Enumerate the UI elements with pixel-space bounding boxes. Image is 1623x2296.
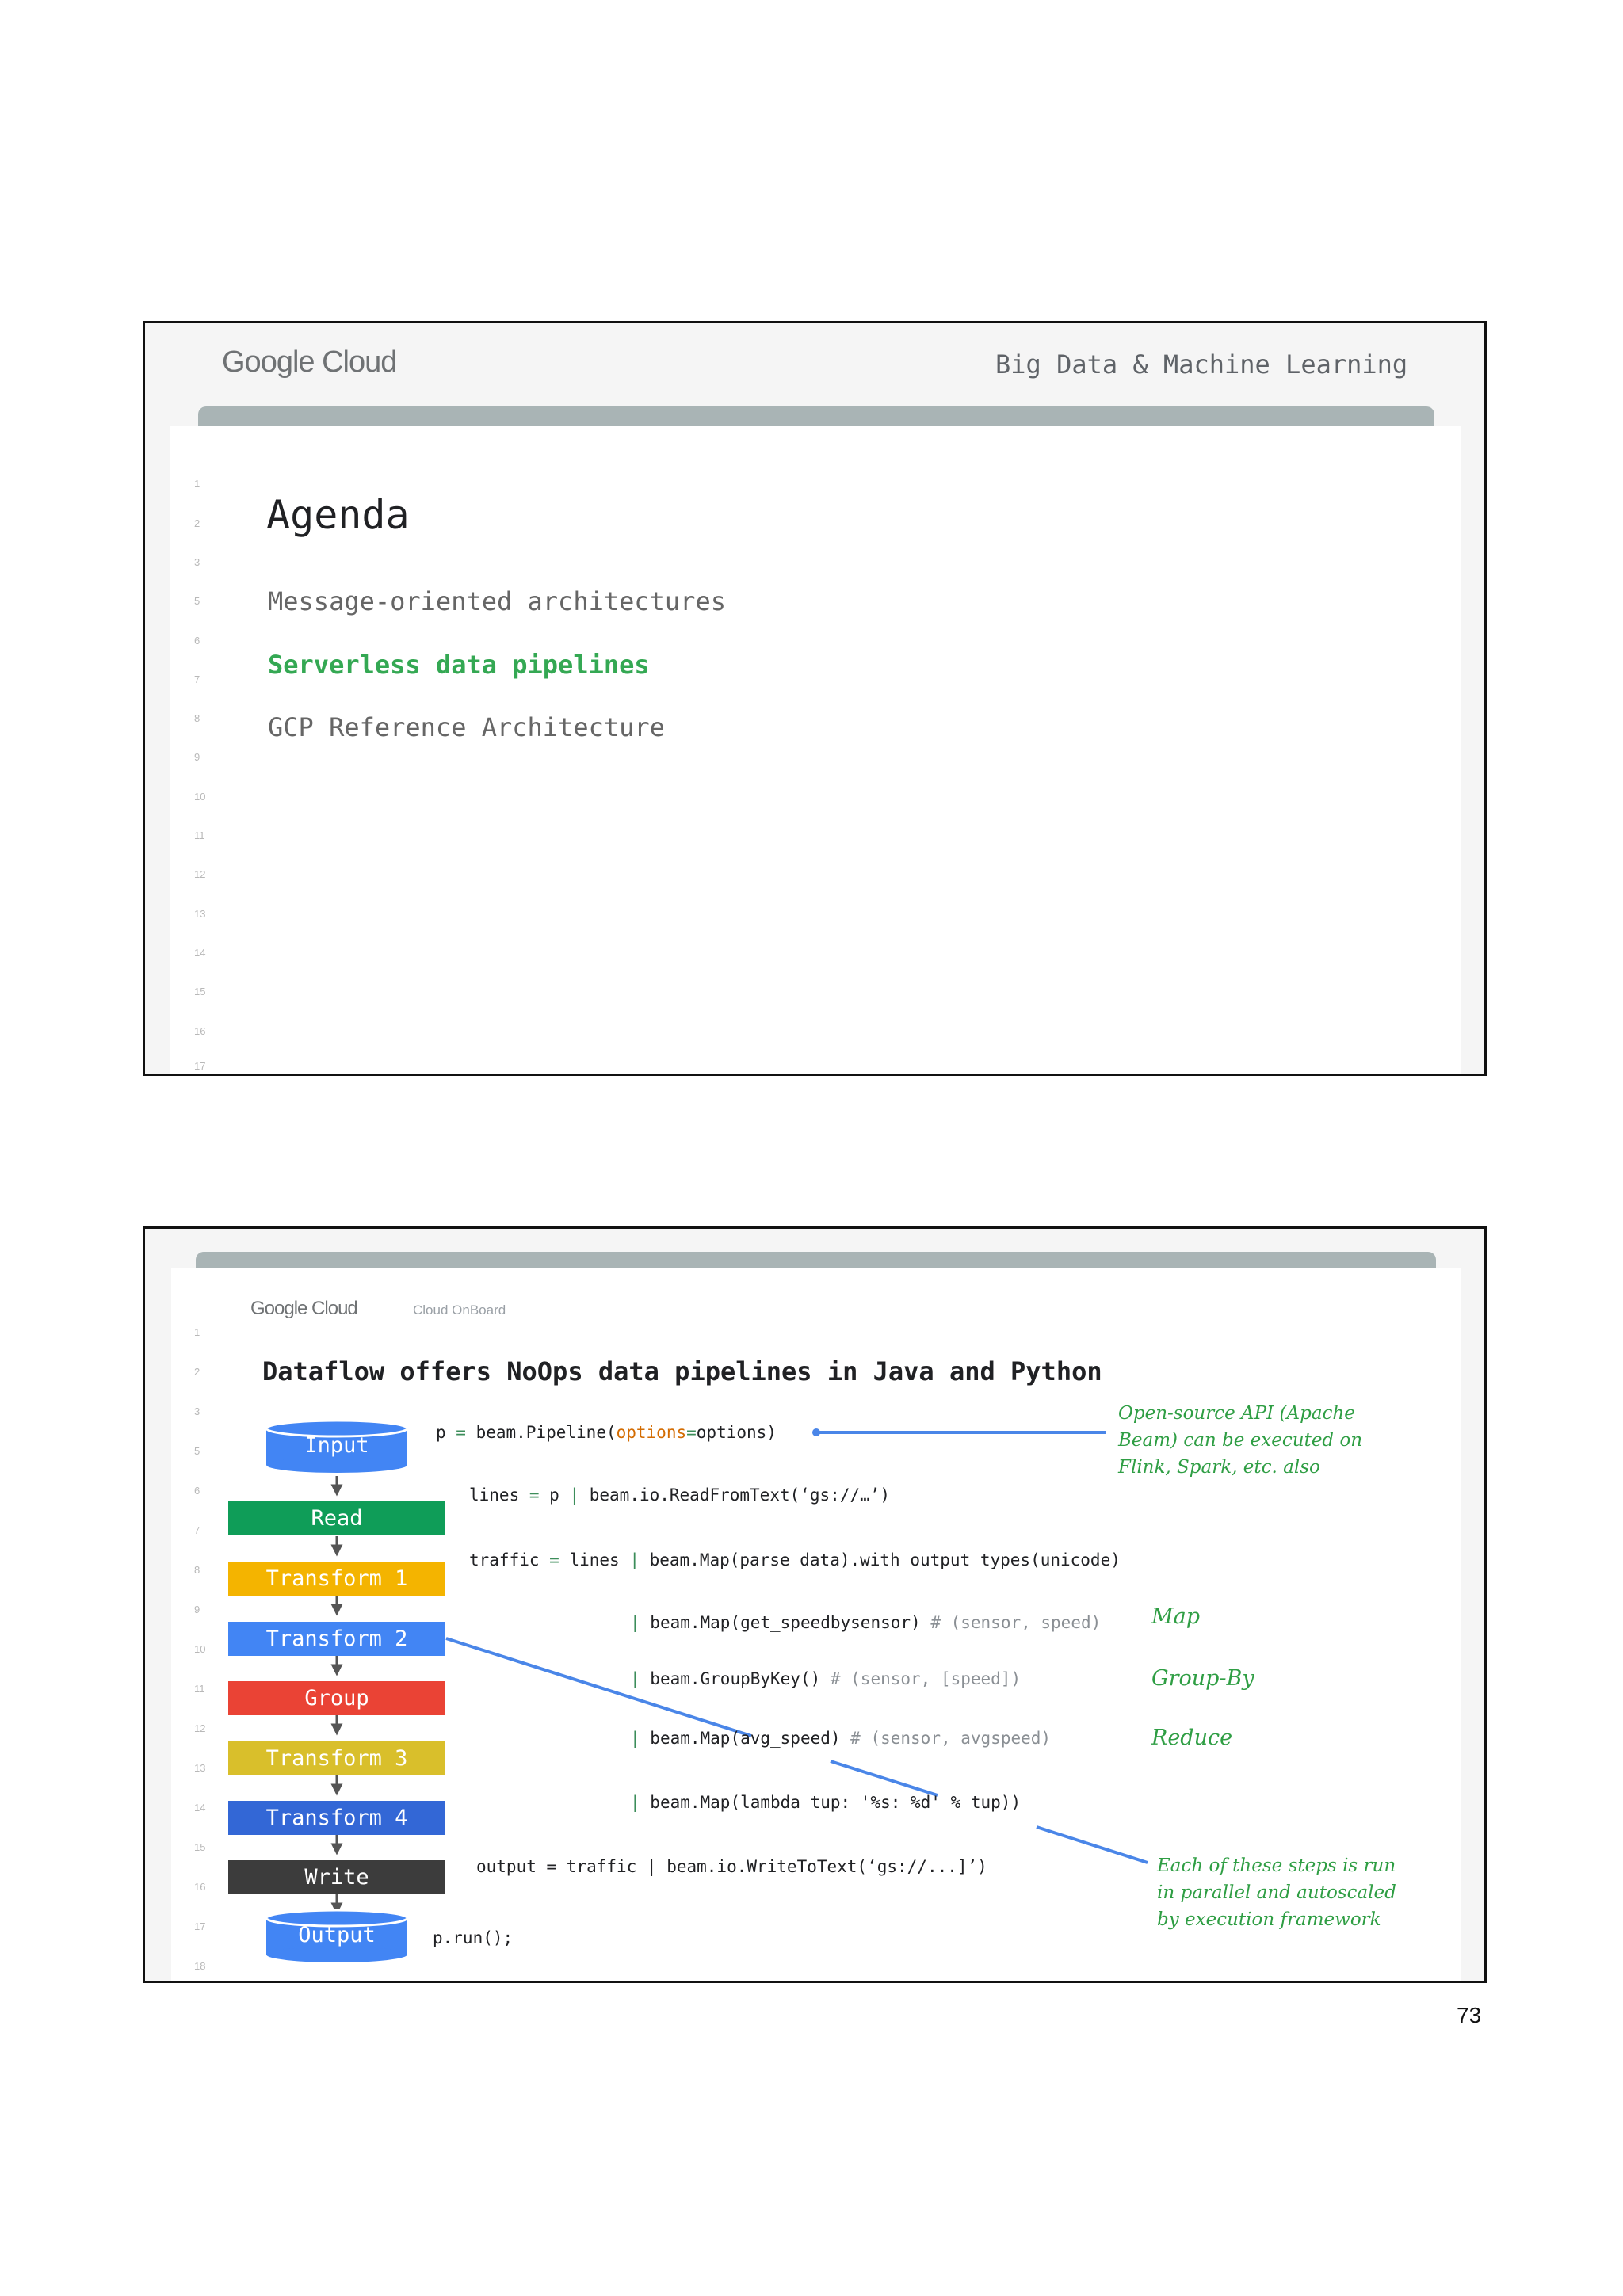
code-operator: |: [630, 1729, 640, 1748]
code-line-read: [469, 1486, 890, 1505]
code-operator: |: [630, 1669, 640, 1688]
line-number: 9: [194, 1604, 200, 1615]
line-number: 16: [194, 1881, 206, 1893]
line-number: 14: [194, 1802, 206, 1814]
step-output: Output: [298, 1923, 376, 1947]
api-note-line: Open-source API (Apache: [1118, 1403, 1355, 1424]
line-number: 17: [194, 1060, 206, 1072]
step-transform-2: Transform 2: [228, 1622, 445, 1656]
agenda-title: Agenda: [266, 492, 410, 538]
page-number: 73: [1457, 2003, 1482, 2027]
line-number: 14: [194, 947, 206, 959]
code-token: beam.Map(avg_speed): [640, 1729, 851, 1748]
code-line-groupbykey: [630, 1669, 1021, 1688]
line-number: 17: [194, 1920, 206, 1932]
line-number: 10: [194, 791, 206, 803]
line-number: 5: [194, 595, 200, 607]
parallel-note-line: by execution framework: [1157, 1909, 1381, 1930]
line-number: 11: [194, 830, 205, 841]
code-line-pipeline: [436, 1423, 777, 1442]
code-line-avg-speed: [630, 1729, 1051, 1748]
code-token: p: [436, 1423, 456, 1442]
course-title: Big Data & Machine Learning: [995, 349, 1408, 379]
line-number: 15: [194, 986, 206, 997]
line-number: 3: [194, 556, 200, 568]
code-token: beam.Map(lambda tup: '%s: %d' % tup)): [640, 1793, 1022, 1812]
line-number: 13: [194, 1762, 206, 1774]
parallel-note-line: in parallel and autoscaled: [1157, 1882, 1396, 1903]
line-number: 8: [194, 712, 200, 724]
code-token: lines: [469, 1486, 529, 1505]
parallel-note-line: Each of these steps is run: [1157, 1855, 1396, 1876]
code-operator: =: [686, 1423, 697, 1442]
code-line-lambda: [630, 1793, 1021, 1812]
line-number: 10: [194, 1643, 206, 1655]
line-number: 9: [194, 751, 200, 763]
reduce-note: Reduce: [1151, 1726, 1233, 1750]
api-connector: [812, 1428, 1106, 1436]
api-note-line: Flink, Spark, etc. also: [1118, 1457, 1320, 1478]
group-by-note: Group-By: [1151, 1666, 1254, 1691]
line-number: 12: [194, 868, 206, 880]
google-cloud-logo: Google Cloud: [222, 345, 397, 379]
dataflow-slide: [143, 1226, 1487, 1983]
agenda-item-messaging: Message-oriented architectures: [268, 586, 726, 616]
line-number: 18: [194, 1960, 206, 1972]
code-line-write: output = traffic | beam.io.WriteToText(‘gs://...]’): [476, 1857, 987, 1876]
step-read: Read: [228, 1501, 445, 1535]
code-token: traffic: [469, 1550, 550, 1569]
slide-title: Dataflow offers NoOps data pipelines in Java and Python: [262, 1356, 1102, 1386]
code-keyword: options: [616, 1423, 687, 1442]
agenda-slide: [143, 321, 1487, 1076]
code-token: beam.Pipeline(: [465, 1423, 617, 1442]
line-number: 8: [194, 1564, 200, 1576]
step-group: Group: [228, 1681, 445, 1715]
parallel-note: [1157, 1852, 1396, 1933]
line-number: 5: [194, 1445, 200, 1457]
line-number: 1: [194, 1326, 200, 1338]
code-operator: =: [549, 1550, 559, 1569]
code-token: beam.io.ReadFromText(‘gs://…’): [579, 1486, 891, 1505]
code-comment: # (sensor, speed): [930, 1613, 1102, 1632]
code-token: lines: [559, 1550, 630, 1569]
line-number: 15: [194, 1841, 206, 1853]
step-input: Input: [304, 1433, 369, 1458]
code-comment: # (sensor, [speed]): [830, 1669, 1022, 1688]
line-number: 16: [194, 1025, 206, 1037]
line-number: 13: [194, 908, 206, 920]
code-operator: |: [629, 1550, 640, 1569]
code-operator: |: [630, 1793, 640, 1812]
line-number: 3: [194, 1405, 200, 1417]
step-write: Write: [228, 1860, 445, 1894]
step-transform-1: Transform 1: [228, 1562, 445, 1596]
code-token: p: [539, 1486, 570, 1505]
code-operator: |: [630, 1613, 640, 1632]
line-number: 2: [194, 517, 200, 529]
code-operator: =: [456, 1423, 466, 1442]
line-number: 1: [194, 478, 200, 490]
code-operator: |: [569, 1486, 580, 1505]
code-line-run: p.run();: [433, 1928, 514, 1947]
map-note: Map: [1151, 1604, 1201, 1629]
code-comment: # (sensor, avgspeed): [850, 1729, 1052, 1748]
slide-top-bar: [198, 406, 1434, 429]
line-number: 12: [194, 1722, 206, 1734]
line-number: 6: [194, 1485, 200, 1497]
code-token: beam.Map(parse_data).with_output_types(unicode): [639, 1550, 1121, 1569]
line-number: 6: [194, 635, 200, 646]
line-number: 11: [194, 1683, 205, 1695]
code-line-parse: [469, 1550, 1121, 1569]
code-operator: =: [529, 1486, 540, 1505]
api-note-line: Beam) can be executed on: [1118, 1430, 1363, 1451]
code-token: beam.GroupByKey(): [640, 1669, 831, 1688]
line-number: 7: [194, 1524, 200, 1536]
step-transform-3: Transform 3: [228, 1741, 445, 1775]
api-note: [1118, 1400, 1362, 1481]
code-line-map-sensor: [630, 1613, 1101, 1632]
code-token: options): [696, 1423, 777, 1442]
step-transform-4: Transform 4: [228, 1801, 445, 1835]
agenda-item-serverless-active: Serverless data pipelines: [268, 650, 650, 680]
line-number: 2: [194, 1366, 200, 1378]
agenda-item-reference-architecture: GCP Reference Architecture: [268, 712, 665, 742]
google-cloud-logo: Google Cloud: [250, 1298, 357, 1319]
code-token: beam.Map(get_speedbysensor): [640, 1613, 931, 1632]
cloud-onboard-label: Cloud OnBoard: [413, 1302, 506, 1318]
line-number: 7: [194, 673, 200, 685]
